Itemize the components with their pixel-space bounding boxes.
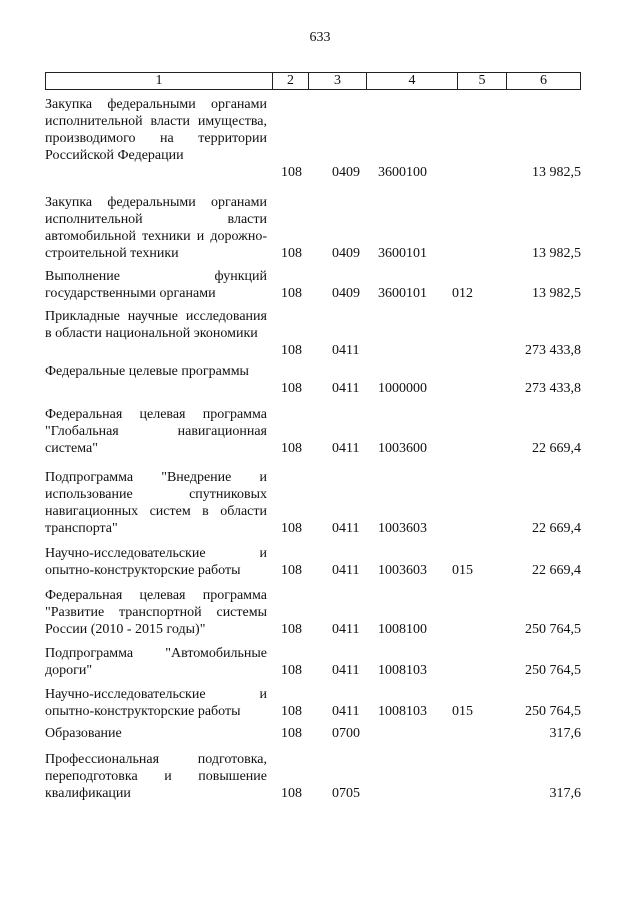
row-col-5: 015 (452, 563, 473, 578)
row-col-2: 108 (281, 246, 302, 261)
page-number: 633 (309, 30, 331, 45)
row-col-4: 1003603 (378, 521, 427, 536)
row-col-6: 22 669,4 (532, 521, 581, 536)
table-row (0, 751, 640, 802)
row-description: Закупка федеральными органами исполнительной власти имущества, производимого на территории Российской Федерации (45, 97, 267, 163)
row-description: Подпрограмма "Внедрение и использование спутниковых навигационных систем в области транспорта" (45, 470, 267, 536)
row-description: Образование (45, 726, 122, 741)
table-row (0, 725, 640, 742)
row-description: Выполнение функций государственными органами (45, 269, 267, 301)
row-description: Прикладные научные исследования в области национальной экономики (45, 309, 267, 341)
row-col-3: 0409 (332, 246, 360, 261)
row-col-2: 108 (281, 663, 302, 678)
row-col-6: 13 982,5 (532, 165, 581, 180)
row-col-6: 13 982,5 (532, 286, 581, 301)
row-col-4: 1008103 (378, 663, 427, 678)
row-col-3: 0705 (332, 786, 360, 801)
row-description: Закупка федеральными органами исполнительной власти автомобильной техники и дорожно-строительной техники (45, 195, 267, 261)
row-col-6: 273 433,8 (525, 343, 581, 358)
row-col-5: 015 (452, 704, 473, 719)
row-col-2: 108 (281, 381, 302, 396)
row-col-3: 0411 (332, 381, 360, 396)
row-description: Научно-исследовательские и опытно-конструкторские работы (45, 687, 267, 719)
header-col-1: 1 (46, 73, 273, 89)
row-col-4: 1003600 (378, 441, 427, 456)
row-col-2: 108 (281, 165, 302, 180)
header-col-6: 6 (540, 73, 547, 88)
row-description: Федеральная целевая программа "Развитие транспортной системы России (2010 - 2015 годы)" (45, 588, 267, 637)
table-row (0, 469, 640, 537)
row-col-3: 0700 (332, 726, 360, 741)
table-row (0, 587, 640, 638)
table-row (0, 686, 640, 720)
row-col-3: 0411 (332, 521, 360, 536)
row-col-6: 317,6 (549, 786, 581, 801)
row-col-2: 108 (281, 521, 302, 536)
row-col-4: 1008103 (378, 704, 427, 719)
row-col-4: 1003603 (378, 563, 427, 578)
row-description: Научно-исследовательские и опытно-конструкторские работы (45, 546, 267, 578)
row-col-3: 0409 (332, 286, 360, 301)
row-col-3: 0411 (332, 622, 360, 637)
row-col-3: 0411 (332, 704, 360, 719)
row-col-6: 22 669,4 (532, 441, 581, 456)
header-col-5: 5 (458, 73, 507, 89)
table-row (0, 194, 640, 262)
row-col-6: 250 764,5 (525, 663, 581, 678)
row-col-6: 317,6 (549, 726, 581, 741)
header-col-3: 3 (309, 73, 367, 89)
table-row (0, 545, 640, 579)
row-col-2: 108 (281, 704, 302, 719)
header-col-2: 2 (273, 73, 309, 89)
row-col-4: 1008100 (378, 622, 427, 637)
row-col-6: 13 982,5 (532, 246, 581, 261)
row-col-3: 0411 (332, 441, 360, 456)
table-header (45, 72, 581, 90)
row-col-4: 3600101 (378, 246, 427, 261)
row-col-2: 108 (281, 622, 302, 637)
row-col-6: 250 764,5 (525, 622, 581, 637)
table-row (0, 308, 640, 359)
row-col-4: 1000000 (378, 381, 427, 396)
row-col-6: 250 764,5 (525, 704, 581, 719)
table-row (0, 406, 640, 457)
row-col-3: 0411 (332, 663, 360, 678)
row-description: Профессиональная подготовка, переподготовка и повышение квалификации (45, 752, 267, 801)
row-description: Федеральная целевая программа "Глобальная навигационная система" (45, 407, 267, 456)
row-description: Федеральные целевые программы (45, 364, 249, 379)
table-row (0, 363, 640, 397)
row-col-2: 108 (281, 343, 302, 358)
row-col-6: 22 669,4 (532, 563, 581, 578)
table-row (0, 96, 640, 181)
row-col-3: 0411 (332, 563, 360, 578)
table-row (0, 645, 640, 679)
row-col-3: 0411 (332, 343, 360, 358)
row-col-4: 3600100 (378, 165, 427, 180)
row-col-2: 108 (281, 441, 302, 456)
row-col-3: 0409 (332, 165, 360, 180)
row-col-2: 108 (281, 786, 302, 801)
row-col-5: 012 (452, 286, 473, 301)
header-col-4: 4 (367, 73, 458, 89)
row-description: Подпрограмма "Автомобильные дороги" (45, 646, 267, 678)
row-col-6: 273 433,8 (525, 381, 581, 396)
row-col-2: 108 (281, 726, 302, 741)
table-row (0, 268, 640, 302)
row-col-2: 108 (281, 563, 302, 578)
row-col-2: 108 (281, 286, 302, 301)
row-col-4: 3600101 (378, 286, 427, 301)
